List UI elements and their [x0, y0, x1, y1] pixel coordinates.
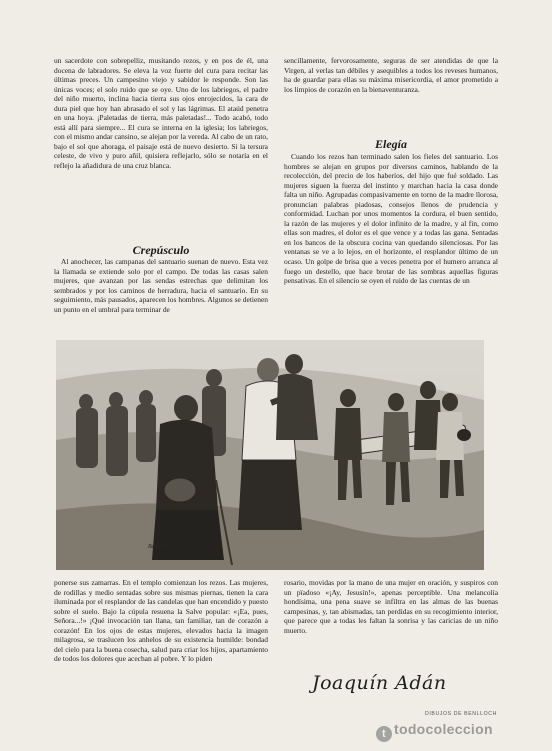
author-signature: Joaquín Adán — [312, 672, 447, 694]
paragraph-crepusculo: Al anochecer, las campanas del santuario suenan de nuevo. Esta vez la llamada se extiende solo por el campo. De todas las casas salen mujeres, que avanzan por las sendas estrechas que delimitan los sembrados y por los caminos de herradura, hacia el santuario. En su seguimiento, más pausados, aparecen los hombres. Algunos se detienen un punto en el umbral para terminar de — [54, 257, 268, 314]
column-right-middle — [284, 152, 498, 332]
watermark-text: todocoleccion — [394, 721, 493, 737]
site-watermark — [376, 721, 493, 742]
paragraph-elegia: Cuando los rezos han terminado salen los fieles del santuario. Los hombres se alejan en grupos por diversos caminos, hablando de la recolección, del precio de los haberíos, del hijo que fué soldado. Las mujeres siguen la fuerza del instinto y marchan hacia la casa donde falta un niño. Agrupadas compasivamente en torno de la madre llorosa, pronuncian palabras piadosas, consejos llenos de prudencia y conformidad. Luchan por unos momentos la cordura, el buen sentido, la razón de las mujeres y el dolor infinito de la madre, y al fin, como ellas son madres, el dolor es el que vence y a todas las gana. Sentadas en los bancos de la obscura cocina van quedando silenciosas. Por las ventanas se ve a lo lejos, en el horizonte, el resplandor último de un ocaso. Un golpe de brisa que a veces penetra por el humero arranca al fuego un destello, que hace brotar de las sombras aquellas figuras pensativas. En el silencio se oyen el ruido de las cuentas de un — [284, 152, 498, 286]
procession-drawing — [56, 340, 484, 570]
paragraph-virgin: sencillamente, fervorosamente, seguras de ser atendidas de que la Virgen, al verlas tan débiles y asequibles a todos los reveses humanos, ha de guardar para ellas su máxima misericordia, el amor prometido a los limpios de corazón en la bienaventuranza. — [284, 56, 498, 94]
column-left-top — [54, 56, 268, 250]
column-right-top — [284, 56, 498, 134]
column-right-bottom — [284, 578, 498, 654]
paragraph-burial: un sacerdote con sobrepelliz, musitando rezos, y en pos de él, una docena de labradores. Se eleva la voz fuerte del cura para recitar las últimas preces. Un campesino viejo y sabidor le responde. Son las únicas voces; el solo ruido que se oye. Uno de los labriegos, el padre del niño muerto, inclina hacia tierra sus ojos enrojecidos, la cara de dura piel que hoy han abrasado el sol y las lágrimas. El ataúd penetra en una hoya. ¡Paletadas de tierra, más paletadas!... Todo acabó, todo está allí para siempre... El cura se interna en la iglesia; los labriegos, con el mismo andar cansino, se alejan por la vereda. Al cabo de un rato, bajo el sol que ahoraga, el paisaje está de nuevo desierto. Si la tersura celeste, de vivo y puro añil, quisiera reflejarlo, sólo se notaría en el reflejo la añadidura de una cruz blanca. — [54, 56, 268, 171]
heading-crepusculo: Crepúsculo — [132, 243, 190, 257]
paragraph-rosario: rosario, movidas por la mano de una mujer en oración, y suspiros con un pïadoso «¡Ay, Jesusín!», apenas perceptible. Una melancolía hondísima, una pena suave se infiltra en las almas de las buenas campesinas, y, tan abismadas, tan perdidas en su recogimiento interior, que parece que a todas les faltan la sonrisa y las caricias de un niño muerto. — [284, 578, 498, 635]
artist-signature: Benlloch — [148, 544, 170, 550]
watermark-logo-icon: t — [376, 726, 392, 742]
column-left-bottom — [54, 578, 268, 693]
funeral-procession-illustration — [56, 340, 484, 570]
paragraph-salve: ponerse sus zamarras. En el templo comienzan los rezos. Las mujeres, de rodillas y medio sentadas sobre sus mismas piernas, tienen la cara iluminada por el resplandor de las candelas que han encendido y puesto sobre el suelo. Bajo la cúpula resuena la Salve popular: «¡Ea, pues, Señora...!» ¡Qué invocación tan llana, tan familiar, tan de corazón a corazón! En los ojos de estas mujeres, elevados hacia la imagen milagrosa, se traslucen los anhelos de su existencia humilde: bondad del cielo para la buena cosecha, salud para criar los hijos, apartamiento de todos los dolores que acechan al pobre. Y lo piden — [54, 578, 268, 664]
heading-elegia: Elegía — [375, 137, 407, 151]
drawings-credit: DIBUJOS DE BENLLOCH — [425, 711, 497, 717]
column-left-middle — [54, 257, 268, 332]
